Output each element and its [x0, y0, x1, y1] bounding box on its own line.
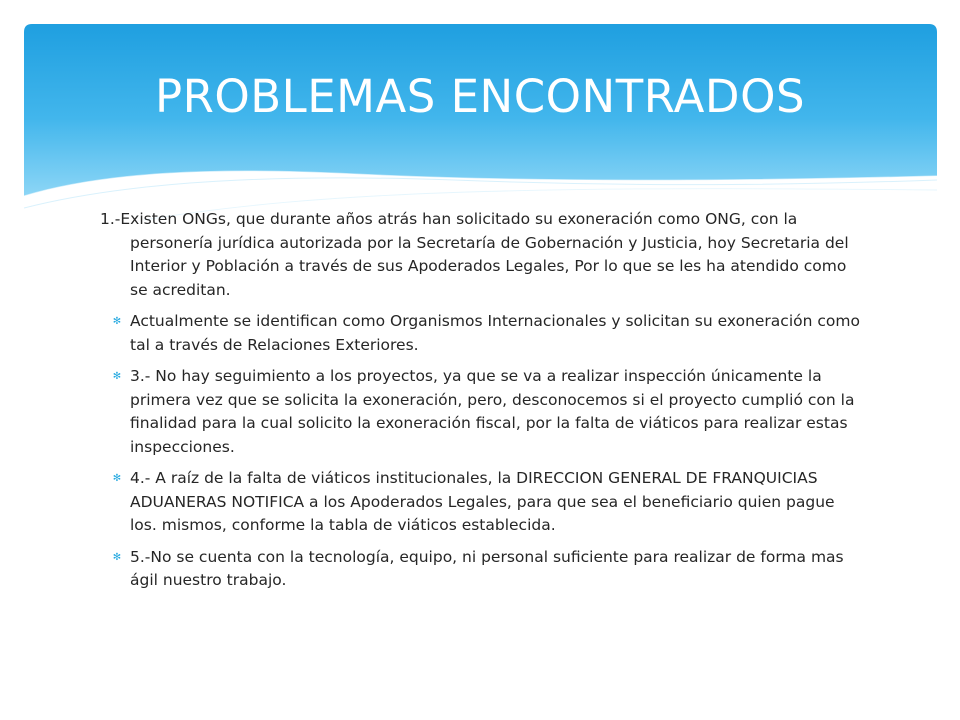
list-item	[100, 208, 860, 302]
list-item	[100, 310, 860, 357]
list-item-text: Actualmente se identifican como Organismos Internacionales y solicitan su exoneración como tal a través de Relaciones Exteriores.	[130, 312, 860, 354]
asterisk-bullet-icon: ✻	[112, 371, 122, 382]
list-item	[100, 546, 860, 593]
list-item-text: 3.- No hay seguimiento a los proyectos, ya que se va a realizar inspección únicamente la primera vez que se solicita la exoneración, pero, desconocemos si el proyecto cumplió con la finalidad para la cual solicito la exoneración fiscal, por la falta de viáticos para realizar estas inspecciones.	[130, 367, 855, 456]
list-item	[100, 467, 860, 538]
asterisk-bullet-icon: ✻	[112, 316, 122, 327]
list-item-text: 1.-Existen ONGs, que durante años atrás han solicitado su exoneración como ONG, con la personería jurídica autorizada por la Secretaría de Gobernación y Justicia, hoy Secretaria del Interior y Población a través de sus Apoderados Legales, Por lo que se les ha atendido como se acreditan.	[100, 210, 849, 299]
list-item-text: 4.- A raíz de la falta de viáticos institucionales, la DIRECCION GENERAL DE FRANQUICIAS ADUANERAS NOTIFICA a los Apoderados Legales, para que sea el beneficiario quien pague los. mismos, conforme la tabla de viáticos establecida.	[130, 469, 835, 534]
list-item	[100, 365, 860, 459]
list-item-text: 5.-No se cuenta con la tecnología, equipo, ni personal suficiente para realizar de forma mas ágil nuestro trabajo.	[130, 547, 844, 589]
asterisk-bullet-icon: ✻	[112, 473, 122, 484]
slide-body	[100, 208, 860, 601]
asterisk-bullet-icon: ✻	[112, 551, 122, 563]
slide-title: PROBLEMAS ENCONTRADOS	[154, 70, 806, 123]
